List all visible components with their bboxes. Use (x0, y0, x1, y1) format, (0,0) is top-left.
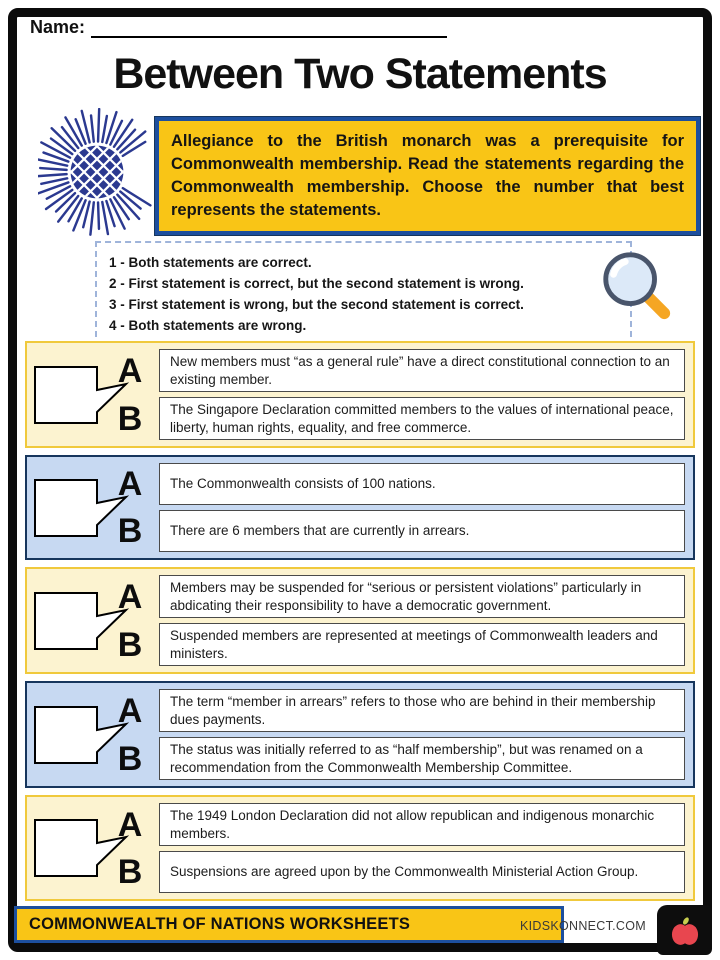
letter-a: A (117, 577, 143, 616)
letter-b: B (117, 739, 143, 778)
letter-b: B (117, 625, 143, 664)
scale-option-1: 1 - Both statements are correct. (109, 255, 312, 270)
question-block-3 (25, 567, 695, 674)
statement-4a: The term “member in arrears” refers to those who are behind in their membership dues payments. (159, 689, 685, 732)
apple-icon (667, 911, 703, 949)
magnifying-glass-icon (597, 246, 675, 324)
letter-b: B (117, 512, 143, 550)
letter-a: A (117, 465, 143, 503)
question-block-4 (25, 681, 695, 788)
name-label: Name: (30, 17, 86, 37)
rating-scale-box (95, 241, 632, 347)
question-block-5 (25, 795, 695, 901)
statement-2b: There are 6 members that are currently in arrears. (159, 510, 685, 552)
statement-1b: The Singapore Declaration committed members to the values of international peace, liberty, human rights, equality, and free commerce. (159, 397, 685, 440)
name-input-line[interactable] (91, 18, 447, 38)
scale-option-2: 2 - First statement is correct, but the second statement is wrong. (109, 276, 524, 291)
instruction-box: Allegiance to the British monarch was a prerequisite for Commonwealth membership. Read the statements regarding the Commonwealth membership. Choose the number that best represents the statements. (155, 117, 700, 235)
scale-option-3: 3 - First statement is wrong, but the second statement is correct. (109, 297, 524, 312)
statement-5b: Suspensions are agreed upon by the Commonwealth Ministerial Action Group. (159, 851, 685, 893)
letter-a: A (117, 691, 143, 730)
kidskonnect-logo-badge (657, 905, 712, 955)
letter-b: B (117, 853, 143, 891)
statement-4b: The status was initially referred to as “half membership”, but was renamed on a recommendation from the Commonwealth Membership Committee. (159, 737, 685, 780)
statement-2a: The Commonwealth consists of 100 nations. (159, 463, 685, 505)
statement-5a: The 1949 London Declaration did not allow republican and indigenous monarchic members. (159, 803, 685, 846)
answer-bubble[interactable] (33, 478, 129, 538)
page-title: Between Two Statements (113, 50, 607, 98)
statement-3b: Suspended members are represented at meetings of Commonwealth leaders and ministers. (159, 623, 685, 666)
letter-b: B (117, 399, 143, 438)
name-row (30, 17, 447, 38)
answer-bubble[interactable] (33, 818, 129, 878)
question-block-1 (25, 341, 695, 448)
scale-option-4: 4 - Both statements are wrong. (109, 318, 307, 333)
statement-1a: New members must “as a general rule” have a direct constitutional connection to an existing member. (159, 349, 685, 392)
question-block-2 (25, 455, 695, 560)
site-credit: KIDSKONNECT.COM (519, 919, 646, 933)
letter-a: A (117, 805, 143, 844)
footer-banner: COMMONWEALTH OF NATIONS WORKSHEETS (14, 906, 564, 943)
commonwealth-logo-icon (38, 108, 158, 236)
answer-bubble[interactable] (33, 591, 129, 651)
question-blocks (25, 341, 695, 908)
answer-bubble[interactable] (33, 365, 129, 425)
statement-3a: Members may be suspended for “serious or persistent violations” particularly in abdicating their responsibility to have a democratic government. (159, 575, 685, 618)
letter-a: A (117, 351, 143, 390)
answer-bubble[interactable] (33, 705, 129, 765)
